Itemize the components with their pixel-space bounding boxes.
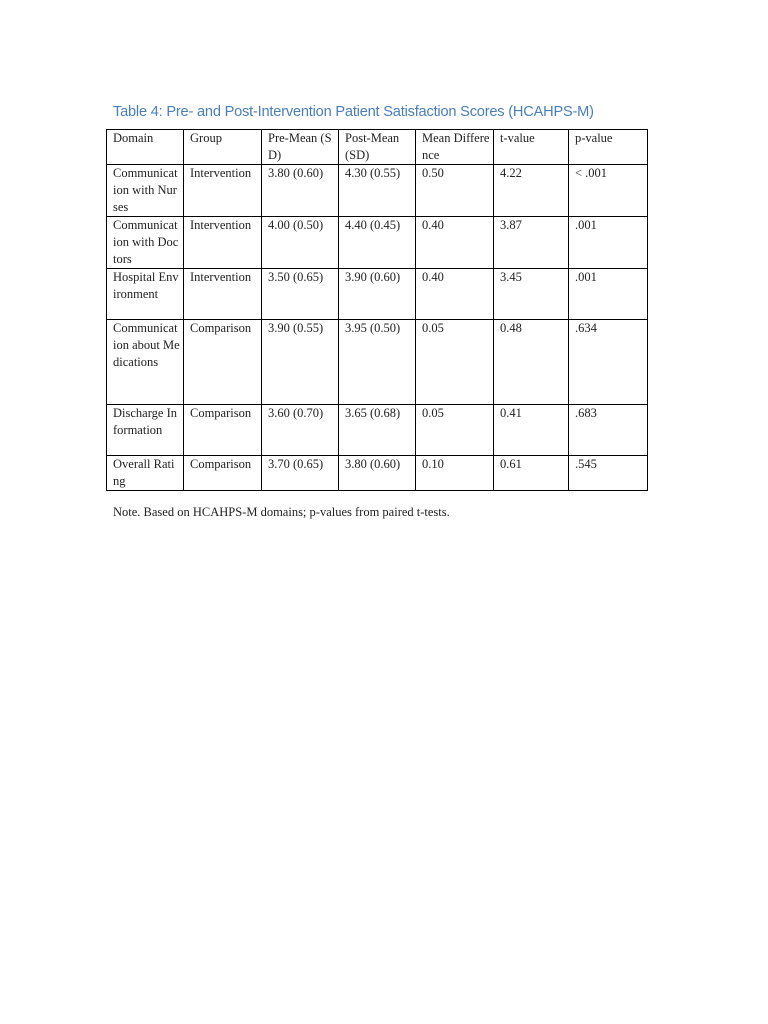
cell-t-value: 0.48 [494, 320, 569, 405]
cell-group: Comparison [184, 320, 262, 405]
table-row [107, 165, 648, 217]
header-p-value: p-value [569, 130, 648, 165]
table-row [107, 217, 648, 269]
header-mean-difference: Mean Difference [416, 130, 494, 165]
cell-t-value: 4.22 [494, 165, 569, 217]
cell-group: Comparison [184, 405, 262, 456]
table-note: Note. Based on HCAHPS-M domains; p-values from paired t-tests. [113, 505, 450, 519]
cell-domain: Hospital Environment [107, 269, 184, 320]
cell-mean-difference: 0.05 [416, 405, 494, 456]
cell-group: Intervention [184, 217, 262, 269]
cell-mean-difference: 0.40 [416, 217, 494, 269]
cell-p-value: < .001 [569, 165, 648, 217]
cell-mean-difference: 0.05 [416, 320, 494, 405]
table-caption: Table 4: Pre- and Post-Intervention Patient Satisfaction Scores (HCAHPS-M) [113, 104, 594, 120]
header-group: Group [184, 130, 262, 165]
cell-post-mean: 3.95 (0.50) [339, 320, 416, 405]
satisfaction-scores-table [106, 129, 648, 491]
cell-p-value: .001 [569, 217, 648, 269]
cell-group: Intervention [184, 165, 262, 217]
cell-group: Intervention [184, 269, 262, 320]
table-row [107, 320, 648, 405]
cell-mean-difference: 0.50 [416, 165, 494, 217]
table-row [107, 456, 648, 491]
cell-t-value: 0.41 [494, 405, 569, 456]
cell-pre-mean: 4.00 (0.50) [262, 217, 339, 269]
cell-post-mean: 3.65 (0.68) [339, 405, 416, 456]
cell-domain: Communication with Nurses [107, 165, 184, 217]
cell-t-value: 0.61 [494, 456, 569, 491]
cell-pre-mean: 3.60 (0.70) [262, 405, 339, 456]
cell-t-value: 3.87 [494, 217, 569, 269]
header-domain: Domain [107, 130, 184, 165]
cell-group: Comparison [184, 456, 262, 491]
cell-t-value: 3.45 [494, 269, 569, 320]
cell-post-mean: 3.90 (0.60) [339, 269, 416, 320]
cell-domain: Communication about Medications [107, 320, 184, 405]
table-row [107, 269, 648, 320]
table-header-row [107, 130, 648, 165]
cell-pre-mean: 3.80 (0.60) [262, 165, 339, 217]
cell-post-mean: 4.40 (0.45) [339, 217, 416, 269]
cell-post-mean: 4.30 (0.55) [339, 165, 416, 217]
cell-pre-mean: 3.50 (0.65) [262, 269, 339, 320]
cell-p-value: .001 [569, 269, 648, 320]
cell-mean-difference: 0.40 [416, 269, 494, 320]
cell-domain: Overall Rating [107, 456, 184, 491]
header-t-value: t-value [494, 130, 569, 165]
table-row [107, 405, 648, 456]
header-pre-mean: Pre-Mean (SD) [262, 130, 339, 165]
cell-domain: Communication with Doctors [107, 217, 184, 269]
cell-pre-mean: 3.70 (0.65) [262, 456, 339, 491]
cell-p-value: .634 [569, 320, 648, 405]
cell-p-value: .683 [569, 405, 648, 456]
header-post-mean: Post-Mean (SD) [339, 130, 416, 165]
cell-post-mean: 3.80 (0.60) [339, 456, 416, 491]
cell-pre-mean: 3.90 (0.55) [262, 320, 339, 405]
cell-domain: Discharge Information [107, 405, 184, 456]
cell-p-value: .545 [569, 456, 648, 491]
cell-mean-difference: 0.10 [416, 456, 494, 491]
